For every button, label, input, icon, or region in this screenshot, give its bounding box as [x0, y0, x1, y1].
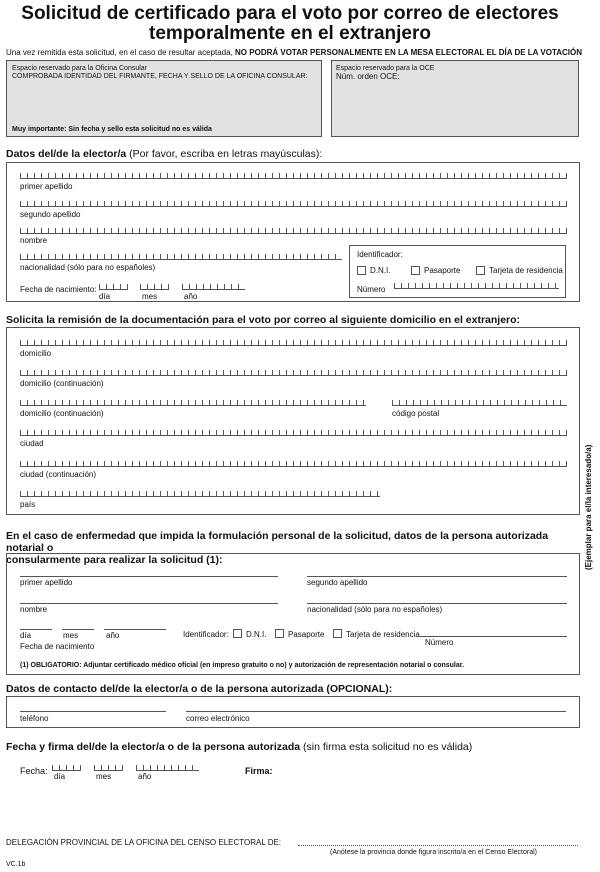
codigo-postal-input[interactable] — [392, 400, 567, 406]
codigo-postal-label: código postal — [392, 409, 440, 418]
aut-segundo-apellido-input[interactable] — [307, 576, 567, 577]
form-code: VC.1b — [6, 861, 26, 868]
domicilio-cont1-label: domicilio (continuación) — [20, 379, 104, 388]
notice-prefix: Una vez remitida esta solicitud, en el caso de resultar aceptada, — [6, 48, 233, 57]
firma-fecha-label: Fecha: — [20, 766, 48, 776]
aut-numero-label: Número — [425, 638, 454, 647]
consular-box-title: Espacio reservado para la Oficina Consular — [12, 65, 148, 72]
consular-box-text: COMPROBADA IDENTIDAD DEL FIRMANTE, FECHA Y SELLO DE LA OFICINA CONSULAR: — [12, 73, 308, 80]
tarjeta-label: Tarjeta de residencia — [489, 266, 563, 275]
aut-mes-input[interactable] — [62, 629, 94, 630]
dia-label: día — [99, 292, 111, 301]
elector-heading: Datos del/de la elector/a (Por favor, escriba en letras mayúsculas): — [6, 148, 323, 160]
oce-order-label: Núm. orden OCE: — [336, 72, 400, 81]
mes-input[interactable] — [140, 284, 169, 290]
segundo-apellido-label: segundo apellido — [20, 210, 81, 219]
aut-segundo-apellido-label: segundo apellido — [307, 578, 368, 587]
contacto-heading: Datos de contacto del/de la elector/a o de la persona autorizada (OPCIONAL): — [6, 683, 393, 695]
aut-nacionalidad-input[interactable] — [307, 603, 567, 604]
pasaporte-label: Pasaporte — [424, 266, 461, 275]
telefono-input[interactable] — [20, 711, 166, 712]
aut-tarjeta-label: Tarjeta de residencia — [346, 630, 420, 639]
elector-box — [6, 162, 580, 302]
aut-dni-checkbox[interactable] — [233, 629, 242, 638]
pais-label: país — [20, 500, 36, 509]
ciudad-cont-input[interactable] — [20, 461, 567, 467]
aut-mes-label: mes — [63, 631, 79, 640]
dia-input[interactable] — [99, 284, 128, 290]
form-title-line1: Solicitud de certificado para el voto por correo de electores — [21, 3, 559, 24]
autorizada-box — [6, 553, 580, 675]
delegacion-label: DELEGACIÓN PROVINCIAL DE LA OFICINA DEL CENSO ELECTORAL DE: — [6, 838, 282, 847]
aut-anio-input[interactable] — [104, 629, 166, 630]
aut-numero-input[interactable] — [417, 636, 567, 637]
firma-mes-input[interactable] — [94, 765, 123, 771]
delegacion-note: (Anótese la provincia donde figura inscrito/a en el Censo Electoral) — [330, 849, 538, 856]
autorizada-heading: En el caso de enfermedad que impida la formulación personal de la solicitud, datos de la persona autorizada notarial o consularmente para realizar la solicitud (1): — [6, 530, 549, 566]
firma-anio-label: año — [138, 772, 152, 781]
aut-nombre-label: nombre — [20, 605, 48, 614]
firma-heading: Fecha y firma del/de la elector/a o de la persona autorizada (sin firma esta solicitud no es válida) — [6, 741, 473, 753]
segundo-apellido-input[interactable] — [20, 201, 567, 207]
tarjeta-checkbox[interactable] — [476, 266, 485, 275]
notice-bold: NO PODRÁ VOTAR PERSONALMENTE EN LA MESA ELECTORAL EL DÍA DE LA VOTACIÓN — [235, 48, 583, 57]
nombre-input[interactable] — [20, 228, 567, 234]
pasaporte-checkbox[interactable] — [411, 266, 420, 275]
domicilio-heading: Solicita la remisión de la documentación para el voto por correo al siguiente domicilio en el extranjero: — [6, 314, 521, 326]
domicilio-cont2-label: domicilio (continuación) — [20, 409, 104, 418]
oce-box-title: Espacio reservado para la OCE — [336, 65, 435, 72]
anio-input[interactable] — [182, 284, 245, 290]
correo-label: correo electrónico — [186, 714, 250, 723]
aut-anio-label: año — [106, 631, 120, 640]
aut-fecha-nacimiento-label: Fecha de nacimiento — [20, 642, 95, 651]
numero-label: Número — [357, 285, 386, 294]
firma-dia-input[interactable] — [52, 765, 81, 771]
domicilio-cont1-input[interactable] — [20, 370, 567, 376]
fecha-nacimiento-label: Fecha de nacimiento: — [20, 285, 97, 294]
oce-box — [331, 60, 579, 137]
aut-pasaporte-label: Pasaporte — [288, 630, 325, 639]
firma-dia-label: día — [54, 772, 66, 781]
firma-label: Firma: — [245, 766, 273, 776]
aut-identificador-label: Identificador: — [183, 630, 229, 639]
consular-box — [6, 60, 322, 137]
primer-apellido-label: primer apellido — [20, 182, 73, 191]
nacionalidad-input[interactable] — [20, 254, 342, 260]
consular-box-important: Muy importante: Sin fecha y sello esta solicitud no es válida — [12, 126, 212, 133]
notice — [6, 48, 586, 58]
identificador-label: Identificador: — [357, 250, 403, 259]
domicilio-input[interactable] — [20, 340, 567, 346]
correo-input[interactable] — [186, 711, 566, 712]
side-copy-label: (Ejemplar para el/la interesado/a) — [584, 444, 593, 570]
anio-label: año — [184, 292, 198, 301]
aut-primer-apellido-input[interactable] — [20, 576, 278, 577]
pais-input[interactable] — [20, 491, 380, 497]
contacto-box — [6, 696, 580, 728]
dni-checkbox[interactable] — [357, 266, 366, 275]
primer-apellido-input[interactable] — [20, 173, 567, 179]
ciudad-input[interactable] — [20, 430, 567, 436]
dni-label: D.N.I. — [370, 266, 391, 275]
ciudad-label: ciudad — [20, 439, 44, 448]
aut-nombre-input[interactable] — [20, 603, 278, 604]
aut-tarjeta-checkbox[interactable] — [333, 629, 342, 638]
aut-dni-label: D.N.I. — [246, 630, 267, 639]
aut-dia-label: día — [20, 631, 32, 640]
numero-input[interactable] — [394, 283, 559, 289]
firma-mes-label: mes — [96, 772, 112, 781]
firma-anio-input[interactable] — [136, 765, 199, 771]
mes-label: mes — [142, 292, 158, 301]
nacionalidad-label: nacionalidad (sólo para no españoles) — [20, 263, 156, 272]
identificador-box — [349, 245, 566, 298]
domicilio-label: domicilio — [20, 349, 52, 358]
ciudad-cont-label: ciudad (continuación) — [20, 470, 97, 479]
nombre-label: nombre — [20, 236, 48, 245]
aut-nacionalidad-label: nacionalidad (sólo para no españoles) — [307, 605, 443, 614]
aut-primer-apellido-label: primer apellido — [20, 578, 73, 587]
domicilio-cont2-input[interactable] — [20, 400, 366, 406]
delegacion-input[interactable] — [298, 845, 578, 846]
telefono-label: teléfono — [20, 714, 49, 723]
domicilio-box — [6, 327, 580, 515]
form-title-line2: temporalmente en el extranjero — [149, 23, 431, 44]
aut-dia-input[interactable] — [20, 629, 52, 630]
aut-pasaporte-checkbox[interactable] — [275, 629, 284, 638]
aut-obligatorio-note: (1) OBLIGATORIO: Adjuntar certificado médico oficial (en impreso gratuito o no) y autorización de representación notarial o consular. — [20, 662, 465, 669]
